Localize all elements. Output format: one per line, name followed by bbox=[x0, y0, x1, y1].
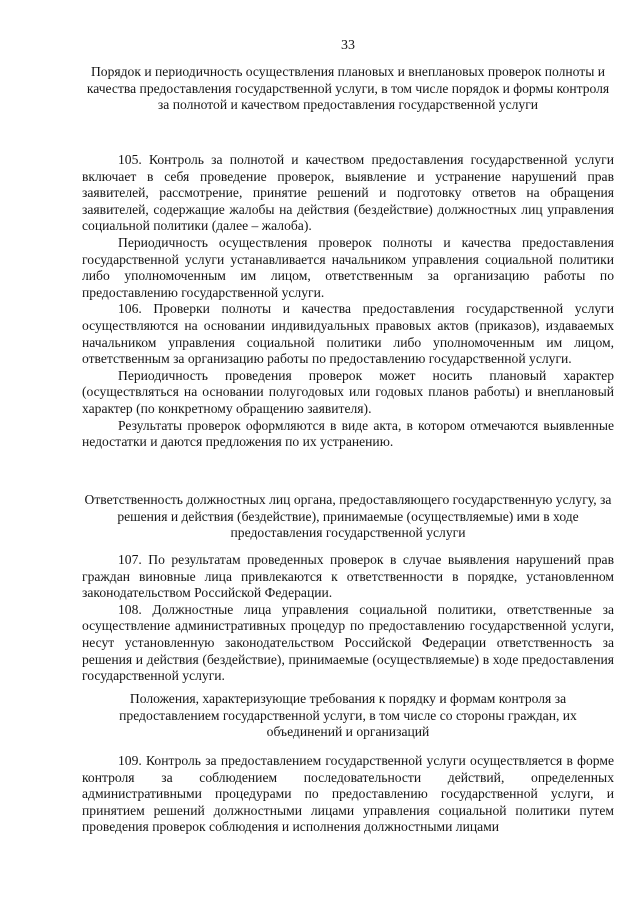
section-heading-responsibility: Ответственность должностных лиц органа, предоставляющего государственную услугу, за решения и действия (бездействие), принимаемые (осуществляемые) ими в ходе предоставления государственной услуги bbox=[84, 492, 612, 541]
page-number: 33 bbox=[341, 38, 355, 53]
section-heading-control-requirements: Положения, характеризующие требования к порядку и формам контроля за предоставлением государственной услуги, в том числе со стороны граждан, их объединений и организаций bbox=[119, 691, 577, 740]
paragraph-inspection-frequency: Периодичность осуществления проверок полноты и качества предоставления государственной услуги устанавливается начальником управления социальной политики либо уполномоченным им лицом, ответственным за организацию работы по предоставлению государственной услуги. bbox=[82, 234, 614, 300]
paragraph-planned-unplanned: Периодичность проведения проверок может носить плановый характер (осуществляться на основании полугодовых или годовых планов работы) и внеплановый характер (по конкретному обращению заявителя). bbox=[82, 367, 614, 416]
section-body-inspections bbox=[82, 152, 614, 451]
section-body-control-requirements bbox=[82, 753, 614, 836]
paragraph-105: 105. Контроль за полнотой и качеством предоставления государственной услуги включает в себя проведение проверок, выявление и устранение нарушений прав заявителей, рассмотрение, принятие решений и подготовку ответов на обращения заявителей, содержащие жалобы на действия (бездействие) должностных лиц управления социальной политики (далее – жалоба). bbox=[82, 152, 614, 234]
section-body-responsibility bbox=[82, 552, 614, 685]
paragraph-107: 107. По результатам проведенных проверок в случае выявления нарушений прав граждан виновные лица привлекаются к ответственности в порядке, установленном законодательством Российской Федерации. bbox=[82, 552, 614, 601]
paragraph-106: 106. Проверки полноты и качества предоставления государственной услуги осуществляются на основании индивидуальных правовых актов (приказов), издаваемых начальником управления социальной политики либо уполномоченным им лицом, ответственным за организацию работы по предоставлению государственной услуги. bbox=[82, 301, 614, 367]
paragraph-108: 108. Должностные лица управления социальной политики, ответственные за осуществление административных процедур по предоставлению государственной услуги, несут установленную законодательством Российской Федерации ответственность за решения и действия (бездействие), принимаемые (осуществляемые) в ходе предоставления государственной услуги. bbox=[82, 601, 614, 684]
section-heading-inspections: Порядок и периодичность осуществления плановых и внеплановых проверок полноты и качества предоставления государственной услуги, в том числе порядок и формы контроля за полнотой и качеством предоставления государственной услуги bbox=[86, 64, 610, 113]
paragraph-inspection-results: Результаты проверок оформляются в виде акта, в котором отмечаются выявленные недостатки и даются предложения по их устранению. bbox=[82, 417, 614, 450]
paragraph-109: 109. Контроль за предоставлением государственной услуги осуществляется в форме контроля за соблюдением последовательности действий, определенных административными процедурами по предоставлению государственной услуги, и принятием решений должностными лицами управления социальной политики путем проведения проверок соблюдения и исполнения должностными лицами bbox=[82, 753, 614, 835]
